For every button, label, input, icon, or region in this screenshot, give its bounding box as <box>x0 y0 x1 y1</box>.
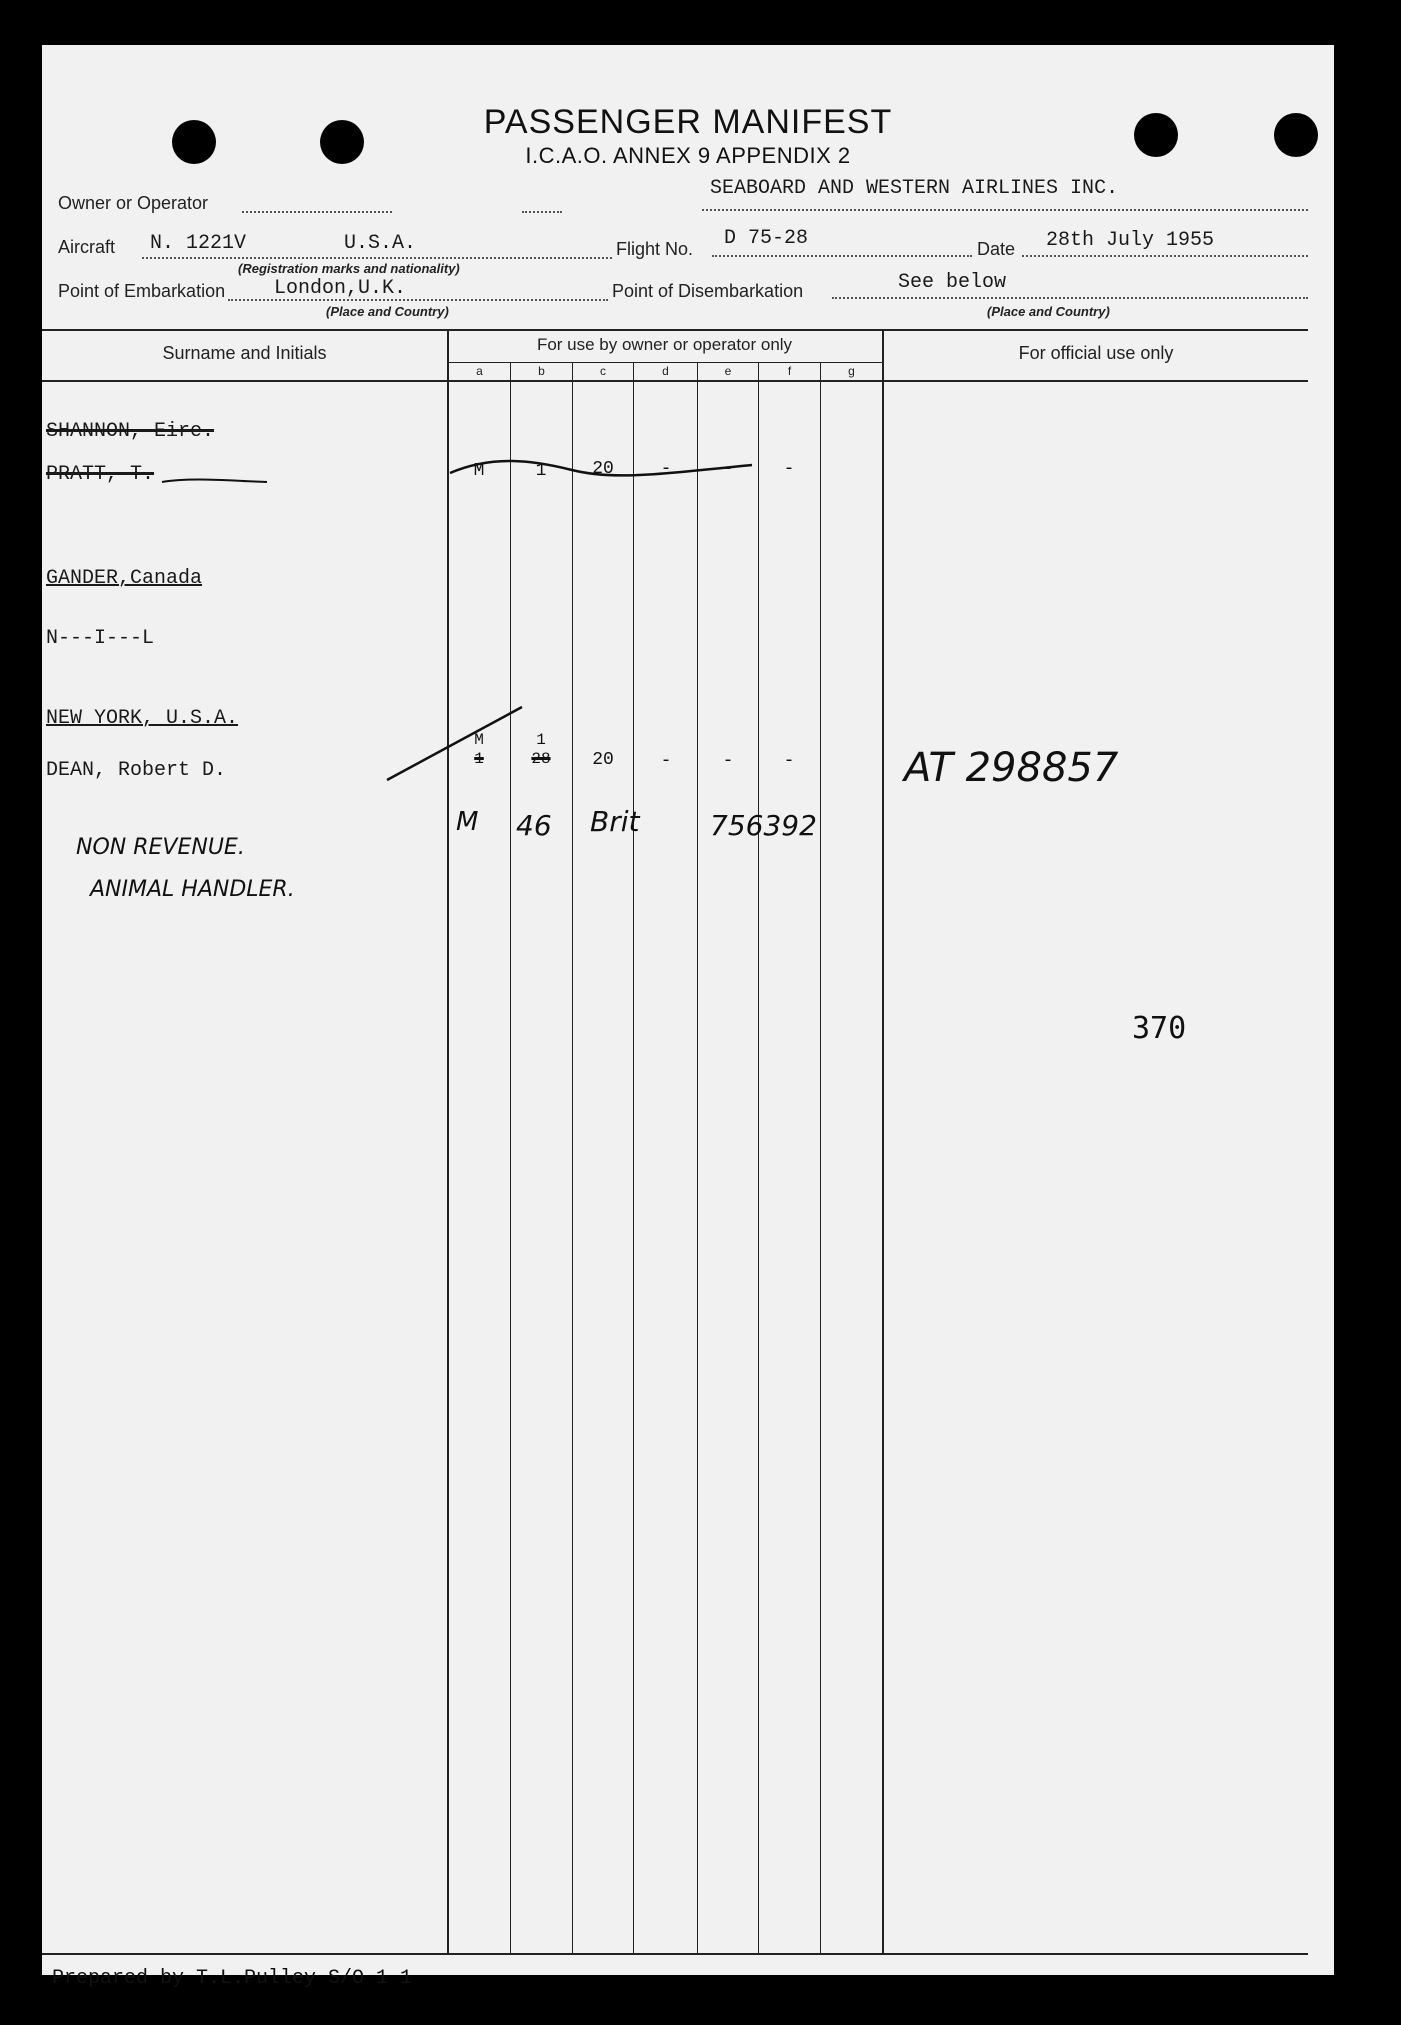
sub-col-c: c <box>600 364 606 378</box>
dean-col-a: 1 <box>474 750 484 768</box>
nil-entry: N---I---L <box>46 627 155 650</box>
handwritten-sex: M <box>456 807 479 837</box>
handwritten-nationality: Brit <box>590 805 640 838</box>
dean-col-e: - <box>722 751 734 771</box>
sub-col-e: e <box>724 364 732 378</box>
handwritten-note: ANIMAL HANDLER. <box>90 877 295 902</box>
embarkation-label: Point of Embarkation <box>58 281 226 301</box>
document-subtitle: I.C.A.O. ANNEX 9 APPENDIX 2 <box>525 143 851 168</box>
sub-col-b: b <box>538 364 545 378</box>
col-header-official: For official use only <box>1018 343 1174 363</box>
dean-col-f: - <box>783 751 795 771</box>
dean-col-c: 20 <box>592 750 614 770</box>
stop-new-york: NEW YORK, U.S.A. <box>46 707 239 730</box>
embarkation-value: London,U.K. <box>274 277 407 300</box>
manifest-sheet <box>42 45 1334 1990</box>
pratt-col-d: - <box>660 459 672 479</box>
handwritten-official-number: AT 298857 <box>904 745 1119 791</box>
strike-marks <box>42 45 1334 1975</box>
dean-col-b-top: 1 <box>536 731 546 749</box>
handwritten-note: NON REVENUE. <box>76 835 245 860</box>
stop-gander: GANDER,Canada <box>46 567 203 590</box>
handwritten-passport: 756392 <box>710 809 817 842</box>
sub-col-f: f <box>787 364 792 378</box>
passenger-name: DEAN, Robert D. <box>46 759 227 782</box>
table-bottom-rule <box>42 1953 1308 1955</box>
owner-label: Owner or Operator <box>58 193 209 213</box>
document-title: PASSENGER MANIFEST <box>483 103 893 141</box>
dean-col-a-top: M <box>474 731 484 749</box>
pratt-col-f: - <box>783 459 795 479</box>
dean-col-d: - <box>660 751 672 771</box>
disembarkation-label: Point of Disembarkation <box>612 281 804 301</box>
aircraft-registration: N. 1221V <box>150 232 247 255</box>
registration-caption: (Registration marks and nationality) <box>238 261 460 276</box>
sub-col-a: a <box>476 364 483 378</box>
disembarkation-caption: (Place and Country) <box>987 304 1110 319</box>
stop-shannon: SHANNON, Eire. <box>46 420 215 443</box>
pratt-col-c: 20 <box>592 459 614 479</box>
dean-col-b: 28 <box>531 750 551 768</box>
embarkation-caption: (Place and Country) <box>326 304 449 319</box>
owner-value: SEABOARD AND WESTERN AIRLINES INC. <box>710 177 1119 200</box>
aircraft-nationality: U.S.A. <box>344 232 417 255</box>
col-header-surname: Surname and Initials <box>162 343 327 363</box>
pratt-col-e: - <box>722 459 734 479</box>
sub-col-g: g <box>848 364 855 378</box>
footer-text: Prepared by T.L.Pulley S/O 1 1 <box>52 1967 413 1990</box>
flight-number: D 75-28 <box>724 227 809 250</box>
pratt-col-a: M <box>473 461 485 481</box>
sub-col-d: d <box>662 364 669 378</box>
date-value: 28th July 1955 <box>1046 229 1215 252</box>
date-label: Date <box>977 239 1016 259</box>
aircraft-label: Aircraft <box>58 237 116 257</box>
pratt-col-b: 1 <box>535 461 547 481</box>
disembarkation-value: See below <box>898 271 1007 294</box>
col-header-owner-use: For use by owner or operator only <box>536 335 793 354</box>
stamp-number: 370 <box>1132 1011 1187 1046</box>
handwritten-age: 46 <box>516 809 552 842</box>
passenger-name: PRATT, T. <box>46 463 155 486</box>
flight-label: Flight No. <box>616 239 694 259</box>
